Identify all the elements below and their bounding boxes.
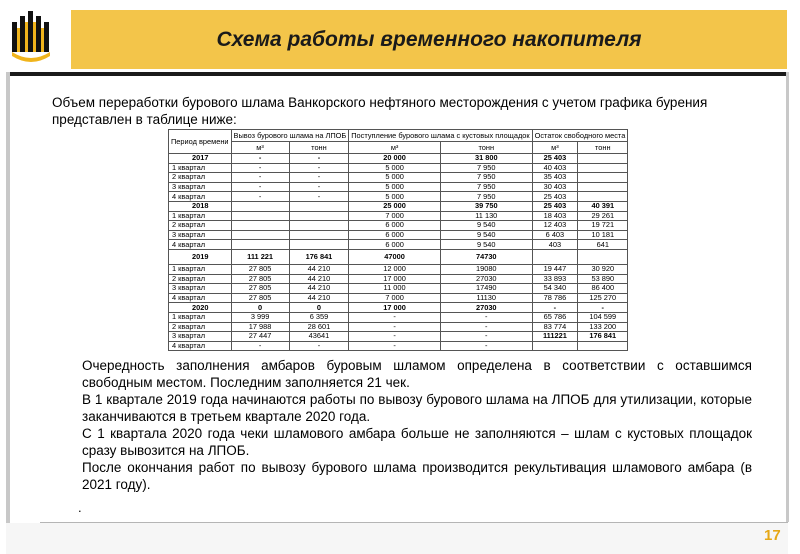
table-cell: 53 890	[578, 274, 628, 284]
row-period-cell: 2018	[169, 201, 232, 211]
table-cell: 6 359	[289, 312, 349, 322]
table-cell	[289, 201, 349, 211]
table-cell	[231, 230, 289, 240]
table-cell: 27 805	[231, 284, 289, 294]
table-cell: 7 950	[440, 173, 532, 183]
table-cell: 11 130	[440, 211, 532, 221]
table-cell: 176 841	[289, 249, 349, 264]
table-cell: -	[231, 163, 289, 173]
table-cell: 17 000	[349, 274, 441, 284]
table-cell	[289, 230, 349, 240]
table-cell: 0	[289, 303, 349, 313]
table-cell	[231, 240, 289, 250]
table-cell: 17 000	[349, 303, 441, 313]
intro-text: Объем переработки бурового шлама Ванкорского нефтяного месторождения с учетом графика бурения представлен в таблице ниже:	[52, 95, 708, 127]
table-cell: 25 403	[532, 154, 578, 164]
table-cell: 30 403	[532, 182, 578, 192]
table-cell: 6 000	[349, 230, 441, 240]
table-row	[169, 312, 628, 322]
table-cell: 5 000	[349, 182, 441, 192]
table-cell: 7 000	[349, 211, 441, 221]
table-cell: -	[289, 341, 349, 351]
paragraph: После окончания работ по вывозу бурового шлама производится рекультивация шламового амбара (в 2021 году).	[82, 460, 752, 492]
table-cell: 17 988	[231, 322, 289, 332]
table-row	[169, 192, 628, 202]
table-cell: 10 181	[578, 230, 628, 240]
table-cell: 27030	[440, 274, 532, 284]
table-cell: 3 999	[231, 312, 289, 322]
table-cell: -	[578, 303, 628, 313]
table-cell: -	[231, 173, 289, 183]
table-cell: 7 950	[440, 163, 532, 173]
header-remain: Остаток свободного места	[532, 130, 628, 142]
table-cell: 125 270	[578, 293, 628, 303]
table-cell	[231, 211, 289, 221]
table-cell: 54 340	[532, 284, 578, 294]
table-cell: 176 841	[578, 332, 628, 342]
table-cell: 5 000	[349, 173, 441, 183]
table-cell	[578, 163, 628, 173]
table-cell	[578, 182, 628, 192]
unit-cell: тонн	[440, 142, 532, 154]
row-period-cell: 1 квартал	[169, 264, 232, 274]
title-banner	[71, 10, 787, 69]
table-container	[168, 129, 626, 363]
table-cell: 11 000	[349, 284, 441, 294]
table-cell: 27 805	[231, 264, 289, 274]
table-cell: 78 786	[532, 293, 578, 303]
right-border	[786, 72, 789, 522]
body-text	[82, 357, 752, 493]
table-row	[169, 163, 628, 173]
table-cell: 65 786	[532, 312, 578, 322]
data-table	[168, 129, 628, 351]
row-period-cell: 1 квартал	[169, 312, 232, 322]
table-cell: 5 000	[349, 163, 441, 173]
table-cell: 133 200	[578, 322, 628, 332]
table-cell: 11130	[440, 293, 532, 303]
table-cell	[231, 221, 289, 231]
table-row	[169, 240, 628, 250]
table-cell: -	[440, 332, 532, 342]
table-cell: 18 403	[532, 211, 578, 221]
row-period-cell: 3 квартал	[169, 284, 232, 294]
row-period-cell: 2020	[169, 303, 232, 313]
table-row	[169, 284, 628, 294]
table-cell: 403	[532, 240, 578, 250]
table-cell: -	[289, 163, 349, 173]
table-cell: 111221	[532, 332, 578, 342]
table-cell: 43641	[289, 332, 349, 342]
table-cell: -	[231, 154, 289, 164]
table-cell: 28 601	[289, 322, 349, 332]
company-logo-icon	[6, 8, 58, 66]
table-cell: 44 210	[289, 293, 349, 303]
paragraph: С 1 квартала 2020 года чеки шламового амбара больше не заполняются – шлам с кустовых площадок сразу вывозится на ЛПОБ.	[82, 426, 752, 458]
table-cell: 9 540	[440, 240, 532, 250]
table-body	[169, 154, 628, 351]
table-year-row	[169, 154, 628, 164]
table-year-row	[169, 201, 628, 211]
table-cell: 27 805	[231, 274, 289, 284]
row-period-cell: 2019	[169, 249, 232, 264]
row-period-cell: 1 квартал	[169, 211, 232, 221]
table-cell: -	[231, 192, 289, 202]
paragraph: Очередность заполнения амбаров буровым шламом определена в соответствии с оставшимся свободным местом. Последним заполняется 21 чек.	[82, 358, 752, 390]
row-period-cell: 2 квартал	[169, 173, 232, 183]
table-cell: -	[231, 341, 289, 351]
table-cell	[289, 211, 349, 221]
table-cell: -	[231, 182, 289, 192]
table-cell: 9 540	[440, 230, 532, 240]
table-cell: 44 210	[289, 264, 349, 274]
table-cell: 39 750	[440, 201, 532, 211]
table-row	[169, 211, 628, 221]
table-cell	[231, 201, 289, 211]
table-cell	[578, 173, 628, 183]
header-divider	[6, 72, 788, 76]
unit-cell: тонн	[578, 142, 628, 154]
table-cell: 20 000	[349, 154, 441, 164]
table-cell: 111 221	[231, 249, 289, 264]
table-cell: 74730	[440, 249, 532, 264]
table-cell: 30 920	[578, 264, 628, 274]
header-intake: Поступление бурового шлама с кустовых площадок	[349, 130, 532, 142]
row-period-cell: 3 квартал	[169, 332, 232, 342]
table-row	[169, 173, 628, 183]
table-cell: -	[289, 192, 349, 202]
table-cell	[578, 192, 628, 202]
row-period-cell: 4 квартал	[169, 293, 232, 303]
table-cell	[578, 249, 628, 264]
table-cell: 27 447	[231, 332, 289, 342]
table-cell: 6 000	[349, 240, 441, 250]
table-cell: -	[440, 322, 532, 332]
table-cell: 27 805	[231, 293, 289, 303]
table-cell: 6 000	[349, 221, 441, 231]
footer-band	[6, 523, 788, 554]
table-cell: -	[349, 322, 441, 332]
row-period-cell: 2017	[169, 154, 232, 164]
row-period-cell: 1 квартал	[169, 163, 232, 173]
trailing-dot: .	[78, 500, 82, 515]
table-row	[169, 264, 628, 274]
table-cell	[578, 341, 628, 351]
row-period-cell: 2 квартал	[169, 274, 232, 284]
table-row	[169, 221, 628, 231]
table-cell	[532, 249, 578, 264]
table-cell: 9 540	[440, 221, 532, 231]
row-period-cell: 2 квартал	[169, 322, 232, 332]
table-cell: 31 800	[440, 154, 532, 164]
table-row	[169, 182, 628, 192]
table-cell: 12 403	[532, 221, 578, 231]
table-cell: 29 261	[578, 211, 628, 221]
table-row	[169, 274, 628, 284]
table-cell: 44 210	[289, 284, 349, 294]
page-number: 17	[764, 527, 781, 544]
row-period-cell: 4 квартал	[169, 192, 232, 202]
table-cell: -	[440, 341, 532, 351]
table-cell	[289, 221, 349, 231]
table-cell: 104 599	[578, 312, 628, 322]
table-cell: 19 447	[532, 264, 578, 274]
table-row	[169, 293, 628, 303]
table-row	[169, 332, 628, 342]
table-cell: 7 950	[440, 182, 532, 192]
table-cell: -	[349, 341, 441, 351]
table-cell: -	[289, 182, 349, 192]
row-period-cell: 3 квартал	[169, 182, 232, 192]
row-period-cell: 4 квартал	[169, 341, 232, 351]
table-year-row	[169, 249, 628, 264]
row-period-cell: 2 квартал	[169, 221, 232, 231]
left-border	[6, 72, 10, 545]
table-cell: 83 774	[532, 322, 578, 332]
header-period: Период времени	[169, 130, 232, 154]
table-cell: -	[349, 312, 441, 322]
unit-cell: тонн	[289, 142, 349, 154]
table-cell: 40 391	[578, 201, 628, 211]
table-year-row	[169, 303, 628, 313]
table-cell	[532, 341, 578, 351]
table-cell: 25 000	[349, 201, 441, 211]
unit-cell: м³	[532, 142, 578, 154]
table-cell: 40 403	[532, 163, 578, 173]
table-row	[169, 322, 628, 332]
table-cell: 641	[578, 240, 628, 250]
table-cell: 25 403	[532, 201, 578, 211]
table-cell: 7 000	[349, 293, 441, 303]
table-cell: 19 721	[578, 221, 628, 231]
table-cell: 44 210	[289, 274, 349, 284]
table-cell: -	[532, 303, 578, 313]
table-cell: 33 893	[532, 274, 578, 284]
page-title: Схема работы временного накопителя	[216, 27, 642, 51]
table-cell	[578, 154, 628, 164]
table-cell: 25 403	[532, 192, 578, 202]
table-cell: 0	[231, 303, 289, 313]
row-period-cell: 4 квартал	[169, 240, 232, 250]
table-cell: -	[349, 332, 441, 342]
table-row	[169, 230, 628, 240]
table-cell: 35 403	[532, 173, 578, 183]
row-period-cell: 3 квартал	[169, 230, 232, 240]
table-cell: -	[289, 154, 349, 164]
table-cell: 7 950	[440, 192, 532, 202]
table-cell: 5 000	[349, 192, 441, 202]
unit-cell: м³	[349, 142, 441, 154]
header-export: Вывоз бурового шлама на ЛПОБ	[231, 130, 349, 142]
table-cell: 19080	[440, 264, 532, 274]
table-row	[169, 341, 628, 351]
footer-divider	[40, 522, 788, 523]
table-cell: 27030	[440, 303, 532, 313]
table-cell: 12 000	[349, 264, 441, 274]
table-cell: 6 403	[532, 230, 578, 240]
table-cell: 17490	[440, 284, 532, 294]
paragraph: В 1 квартале 2019 года начинаются работы по вывозу бурового шлама на ЛПОБ для утилизации, которые заканчиваются в третьем квартале 2020 года.	[82, 392, 752, 424]
table-cell: -	[289, 173, 349, 183]
unit-cell: м³	[231, 142, 289, 154]
table-cell: 47000	[349, 249, 441, 264]
table-cell	[289, 240, 349, 250]
table-cell: 86 400	[578, 284, 628, 294]
table-cell: -	[440, 312, 532, 322]
